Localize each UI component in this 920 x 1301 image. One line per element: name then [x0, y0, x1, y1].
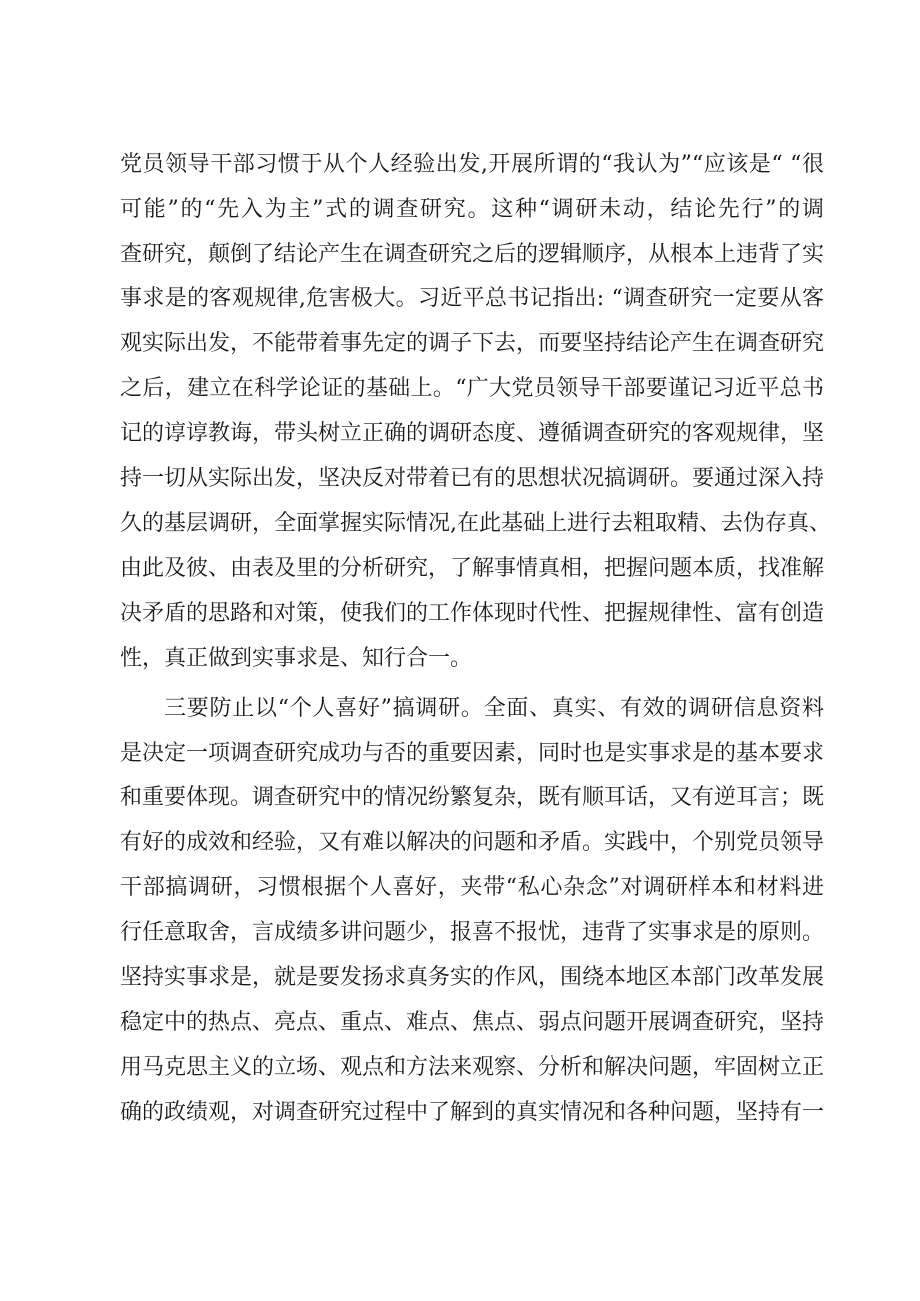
text-line-3: 查研究，颠倒了结论产生在调查研究之后的逻辑顺序，从根本上违背了实: [120, 242, 825, 267]
text-line-12: 性，真正做到实事求是、知行合一。: [120, 646, 473, 671]
text-line-6: 之后，建立在科学论证的基础上。“广大党员领导干部要谨记习近平总书: [120, 376, 824, 401]
text-line-22: 确的政绩观，对调查研究过程中了解到的真实情况和各种问题，坚持有一: [120, 1100, 825, 1125]
text-line-5: 观实际出发，不能带着事先定的调子下去，而要坚持结论产生在调查研究: [120, 331, 825, 356]
text-line-8: 持一切从实际出发，坚决反对带着已有的思想状况搞调研。要通过深入持: [120, 466, 825, 491]
text-line-2: 可能”的“先入为主”式的调查研究。这种“调研未动，结论先行”的调: [120, 197, 824, 222]
text-line-17: 干部搞调研，习惯根据个人喜好，夹带“私心杂念”对调研样本和材料进: [120, 875, 824, 900]
text-line-10: 由此及彼、由表及里的分析研究，了解事情真相，把握问题本质，找准解: [120, 556, 825, 581]
text-line-15: 和重要体现。调查研究中的情况纷繁复杂，既有顺耳话，又有逆耳言；既: [120, 785, 825, 810]
text-line-19: 坚持实事求是，就是要发扬求真务实的作风，围绕本地区本部门改革发展: [120, 965, 825, 990]
text-line-21: 用马克思主义的立场、观点和方法来观察、分析和解决问题，牢固树立正: [120, 1055, 825, 1080]
paragraph-start-line: 三要防止以“个人喜好”搞调研。全面、真实、有效的调研信息资料: [164, 696, 824, 721]
text-line-14: 是决定一项调查研究成功与否的重要因素，同时也是实事求是的基本要求: [120, 741, 825, 766]
text-line-20: 稳定中的热点、亮点、重点、难点、焦点、弱点问题开展调查研究，坚持: [120, 1010, 825, 1035]
text-line-4: 事求是的客观规律,危害极大。习近平总书记指出: “调查研究一定要从客: [120, 286, 824, 311]
text-line-9: 久的基层调研，全面掌握实际情况,在此基础上进行去粗取精、去伪存真、: [120, 511, 831, 536]
text-line-7: 记的谆谆教诲，带头树立正确的调研态度、遵循调查研究的客观规律，坚: [120, 421, 825, 446]
text-line-1: 党员领导干部习惯于从个人经验出发,开展所谓的“我认为”“应该是“ “很: [120, 152, 824, 177]
text-line-11: 决矛盾的思路和对策，使我们的工作体现时代性、把握规律性、富有创造: [120, 601, 825, 626]
text-line-18: 行任意取舍，言成绩多讲问题少，报喜不报忧，违背了实事求是的原则。: [120, 920, 825, 945]
text-line-16: 有好的成效和经验，又有难以解决的问题和矛盾。实践中，个别党员领导: [120, 830, 825, 855]
